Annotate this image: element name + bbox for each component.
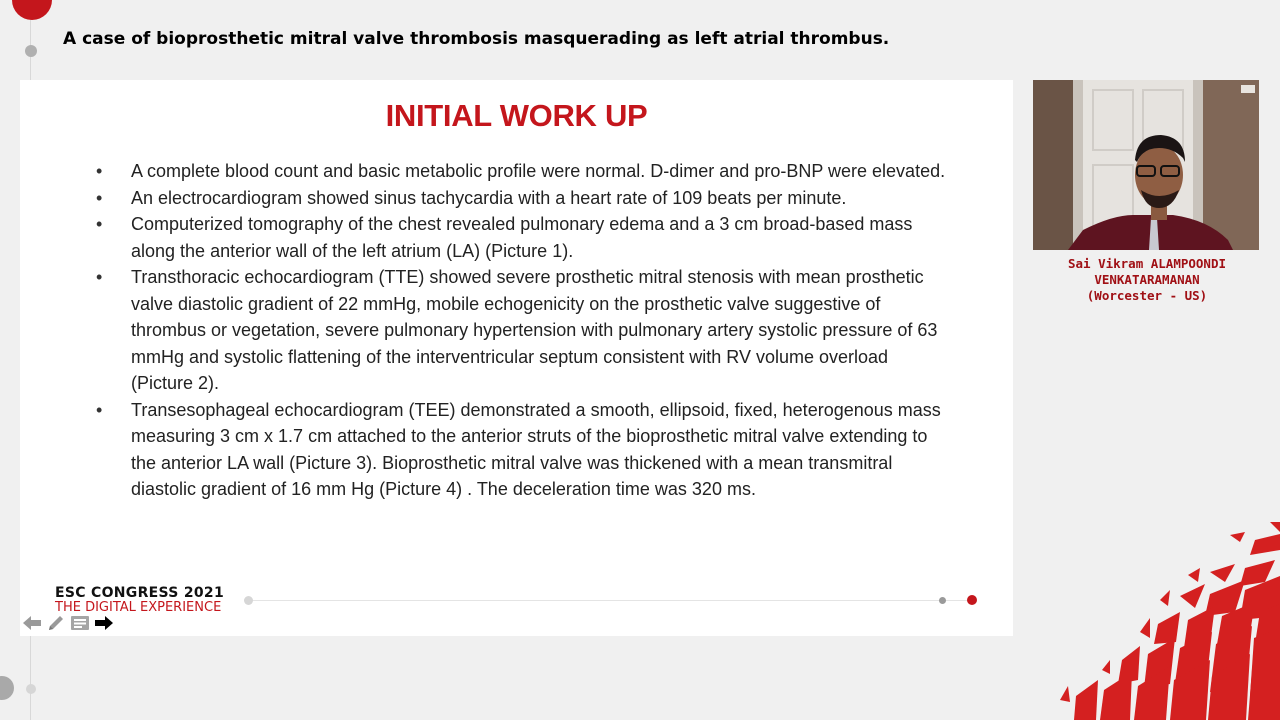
slide-panel xyxy=(20,80,1013,636)
timeline-dot xyxy=(26,684,36,694)
pen-icon[interactable] xyxy=(46,613,66,633)
timeline-dot xyxy=(0,676,14,700)
presentation-title: A case of bioprosthetic mitral valve thrombosis masquerading as left atrial thrombus. xyxy=(63,29,890,49)
speaker-info xyxy=(1035,256,1259,304)
logo-line1: ESC CONGRESS 2021 xyxy=(55,585,224,601)
list-item: • Transthoracic echocardiogram (TTE) showed severe prosthetic mitral stenosis with mean prosthetic valve diastolic gradient of 22 mmHg, mobile echogenicity on the prosthetic valve suggestive of thrombus or vegetation, severe pulmonary hypertension with pulmonary artery systolic pressure of 63 mmHg and systolic flattening of the interventricular septum consistent with RV volume overload (Picture 2). xyxy=(20,264,951,397)
list-item: • Transesophageal echocardiogram (TEE) demonstrated a smooth, ellipsoid, fixed, heterogenous mass measuring 3 cm x 1.7 cm attached to the anterior struts of the bioprosthetic mitral valve extending to the anterior LA wall (Picture 3). Bioprosthetic mitral valve was thickened with a mean transmitral diastolic gradient of 16 mm Hg (Picture 4) . The deceleration time was 320 ms. xyxy=(20,397,951,503)
logo-line2: THE DIGITAL EXPERIENCE xyxy=(55,600,222,615)
progress-current-dot[interactable] xyxy=(967,595,977,605)
speaker-video xyxy=(1033,80,1259,250)
esc-congress-logo xyxy=(55,585,224,615)
speaker-name-line1: Sai Vikram ALAMPOONDI xyxy=(1067,256,1227,271)
speaker-location: (Worcester - US) xyxy=(1086,288,1208,303)
arrow-left-icon[interactable] xyxy=(22,613,42,633)
list-item: • An electrocardiogram showed sinus tachycardia with a heart rate of 109 beats per minute. xyxy=(20,185,951,212)
arrow-right-icon[interactable] xyxy=(94,613,114,633)
speaker-video-frame xyxy=(1033,80,1259,250)
slide-heading: INITIAL WORK UP xyxy=(385,98,648,133)
timeline-dot xyxy=(25,45,37,57)
list-item: • Computerized tomography of the chest revealed pulmonary edema and a 3 cm broad-based mass along the anterior wall of the left atrium (LA) (Picture 1). xyxy=(20,211,951,264)
decorative-red-pattern xyxy=(1040,520,1280,720)
speaker-name-line2: VENKATARAMANAN xyxy=(1094,272,1200,287)
bullet-list xyxy=(20,158,951,503)
list-item: • A complete blood count and basic metabolic profile were normal. D-dimer and pro-BNP were elevated. xyxy=(20,158,951,185)
slide-progress-track xyxy=(250,600,973,601)
progress-start-dot xyxy=(244,596,253,605)
progress-dot[interactable] xyxy=(939,597,946,604)
timeline-active-dot xyxy=(12,0,52,20)
menu-icon[interactable] xyxy=(70,613,90,633)
slide-toolbar xyxy=(22,613,114,633)
